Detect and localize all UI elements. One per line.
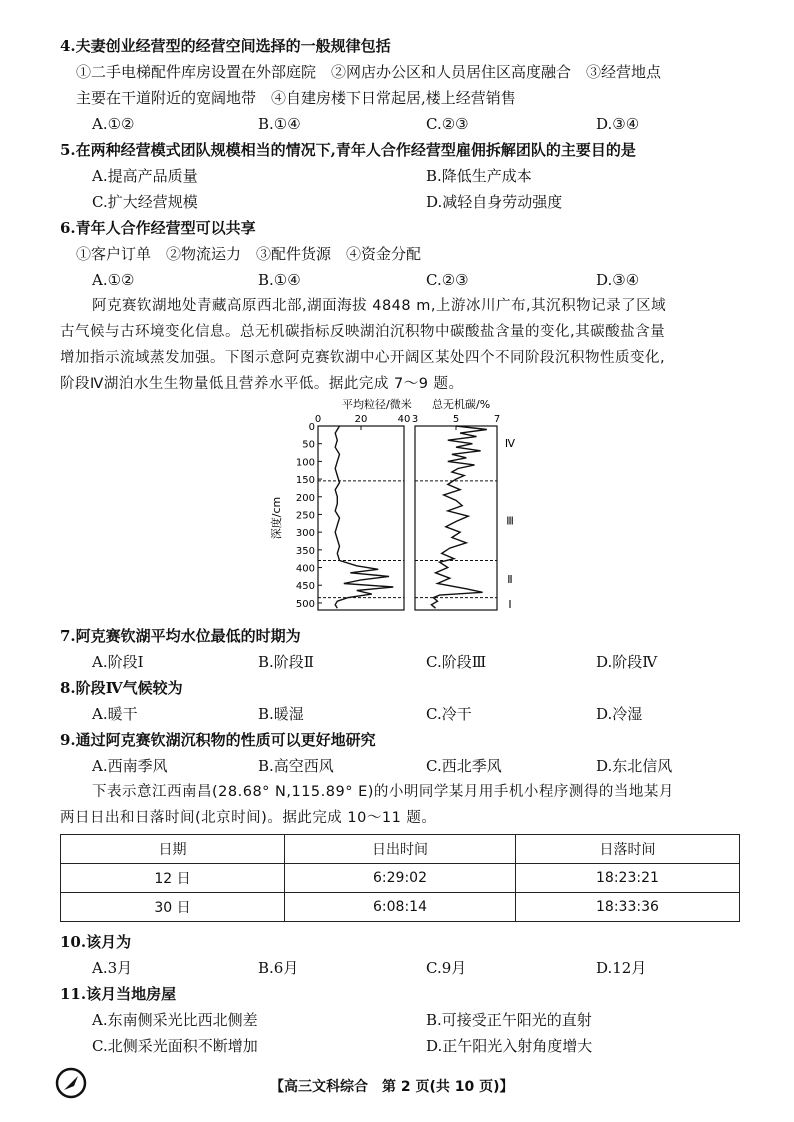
y-tick-label: 500	[295, 598, 315, 610]
q5-option-b[interactable]: B.降低生产成本	[426, 167, 532, 185]
q5-stem: 5.在两种经营模式团队规模相当的情况下,青年人合作经营型雇佣拆解团队的主要目的是	[60, 141, 636, 159]
passage2-line1: 下表示意江西南昌(28.68° N,115.89° E)的小明同学某月用手机小程序测得的当地某月	[92, 784, 674, 800]
q8-option-a[interactable]: A.暖干	[92, 705, 138, 723]
table-row	[61, 864, 740, 893]
q4-statements-line1: ①二手电梯配件库房设置在外部庭院 ②网店办公区和人员居住区高度融合 ③经营地点	[76, 63, 662, 81]
table-header-sunrise: 日出时间	[285, 835, 516, 864]
page-footer: 【高三文科综合 第 2 页(共 10 页)】	[270, 1079, 514, 1095]
table-cell-date: 12 日	[61, 864, 285, 893]
grain-size-series-line	[335, 426, 393, 608]
table-row	[61, 893, 740, 922]
q4-option-c[interactable]: C.②③	[426, 115, 469, 133]
y-tick-label: 0	[308, 422, 315, 433]
stage-label: Ⅱ	[507, 573, 513, 587]
q9-stem: 9.通过阿克赛钦湖沉积物的性质可以更好地研究	[60, 731, 376, 749]
x-tick-label: 3	[411, 414, 419, 425]
carbon-series-line	[431, 426, 486, 608]
q7-stem: 7.阿克赛钦湖平均水位最低的时期为	[60, 627, 301, 645]
table-cell-sunset: 18:33:36	[515, 893, 739, 922]
q9-option-c[interactable]: C.西北季风	[426, 757, 502, 775]
table-cell-date: 30 日	[61, 893, 285, 922]
sunrise-sunset-table	[60, 834, 740, 922]
q5-option-c[interactable]: C.扩大经营规模	[92, 193, 198, 211]
q4-stem: 4.夫妻创业经营型的经营空间选择的一般规律包括	[60, 37, 391, 55]
x-tick-label: 40	[397, 414, 411, 425]
q6-statements: ①客户订单 ②物流运力 ③配件货源 ④资金分配	[76, 245, 422, 263]
q4-option-a[interactable]: A.①②	[92, 115, 135, 133]
q6-option-c[interactable]: C.②③	[426, 271, 469, 289]
y-tick-label: 100	[295, 457, 315, 469]
table-cell-sunrise: 6:29:02	[285, 864, 516, 893]
passage1-line2: 古气候与古环境变化信息。总无机碳指标反映湖泊沉积物中碳酸盐含量的变化,其碳酸盐含量	[60, 324, 666, 340]
q11-option-d[interactable]: D.正午阳光入射角度增大	[426, 1037, 593, 1055]
table-cell-sunrise: 6:08:14	[285, 893, 516, 922]
q11-stem: 11.该月当地房屋	[60, 985, 177, 1003]
y-tick-label: 250	[295, 510, 315, 522]
publisher-logo-icon	[54, 1066, 88, 1100]
y-tick-label: 350	[295, 545, 315, 557]
q6-option-b[interactable]: B.①④	[258, 271, 301, 289]
q5-option-d[interactable]: D.减轻自身劳动强度	[426, 193, 563, 211]
passage1-line4: 阶段Ⅳ湖泊水生生物量低且营养水平低。据此完成 7～9 题。	[60, 376, 464, 392]
q8-stem: 8.阶段Ⅳ气候较为	[60, 679, 183, 697]
grain-size-panel-frame	[318, 426, 404, 610]
q6-option-d[interactable]: D.③④	[596, 271, 640, 289]
table-header-sunset: 日落时间	[515, 835, 739, 864]
q7-option-c[interactable]: C.阶段Ⅲ	[426, 653, 487, 671]
sediment-chart	[270, 398, 530, 618]
y-axis-label: 深度/cm	[270, 496, 283, 540]
q4-statements-line2: 主要在干道附近的宽阔地带 ④自建房楼下日常起居,楼上经营销售	[76, 89, 516, 107]
x-tick-label: 20	[354, 414, 368, 425]
y-tick-label: 300	[295, 528, 315, 540]
q4-option-b[interactable]: B.①④	[258, 115, 301, 133]
q7-option-d[interactable]: D.阶段Ⅳ	[596, 653, 658, 671]
q9-option-b[interactable]: B.高空西风	[258, 757, 334, 775]
stage-label: Ⅰ	[508, 597, 512, 611]
q10-option-d[interactable]: D.12月	[596, 959, 647, 977]
stage-label: Ⅲ	[506, 514, 514, 528]
passage1-line1: 阿克赛钦湖地处青藏高原西北部,湖面海拔 4848 m,上游冰川广布,其沉积物记录了区域	[92, 298, 667, 314]
q10-stem: 10.该月为	[60, 933, 132, 951]
q6-option-a[interactable]: A.①②	[92, 271, 135, 289]
q8-option-c[interactable]: C.冷干	[426, 705, 472, 723]
q6-stem: 6.青年人合作经营型可以共享	[60, 219, 256, 237]
y-tick-label: 50	[302, 439, 315, 451]
q7-option-b[interactable]: B.阶段Ⅱ	[258, 653, 314, 671]
q7-option-a[interactable]: A.阶段Ⅰ	[92, 653, 144, 671]
q10-option-b[interactable]: B.6月	[258, 959, 299, 977]
q8-option-b[interactable]: B.暖湿	[258, 705, 304, 723]
table-header-date: 日期	[61, 835, 285, 864]
q11-option-a[interactable]: A.东南侧采光比西北侧差	[92, 1011, 258, 1029]
q8-option-d[interactable]: D.冷湿	[596, 705, 643, 723]
y-tick-label: 450	[295, 581, 315, 593]
q5-option-a[interactable]: A.提高产品质量	[92, 167, 198, 185]
y-tick-label: 200	[295, 492, 315, 504]
table-cell-sunset: 18:23:21	[515, 864, 739, 893]
q11-option-c[interactable]: C.北侧采光面积不断增加	[92, 1037, 258, 1055]
q4-option-d[interactable]: D.③④	[596, 115, 640, 133]
y-tick-label: 150	[295, 475, 315, 487]
q10-option-a[interactable]: A.3月	[92, 959, 133, 977]
x-tick-label: 5	[452, 414, 460, 425]
q10-option-c[interactable]: C.9月	[426, 959, 467, 977]
x-tick-label: 7	[493, 414, 501, 425]
passage2-line2: 两日日出和日落时间(北京时间)。据此完成 10～11 题。	[60, 810, 437, 826]
q9-option-a[interactable]: A.西南季风	[92, 757, 168, 775]
carbon-panel-title: 总无机碳/%	[432, 398, 491, 411]
stage-label: Ⅳ	[504, 437, 516, 451]
y-tick-label: 400	[295, 563, 315, 575]
x-tick-label: 0	[314, 414, 322, 425]
q9-option-d[interactable]: D.东北信风	[596, 757, 673, 775]
grain-size-panel-title: 平均粒径/微米	[342, 398, 412, 411]
table-header-row	[61, 835, 740, 864]
q11-option-b[interactable]: B.可接受正午阳光的直射	[426, 1011, 592, 1029]
passage1-line3: 增加指示流域蒸发加强。下图示意阿克赛钦湖中心开阔区某处四个不同阶段沉积物性质变化,	[60, 350, 666, 366]
